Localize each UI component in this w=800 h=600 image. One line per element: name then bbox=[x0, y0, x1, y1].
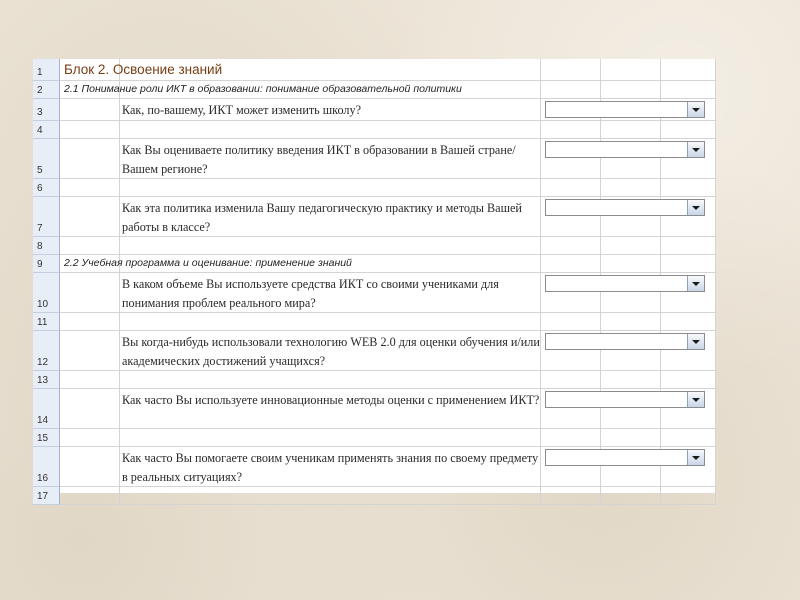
row-header[interactable]: 10 bbox=[33, 273, 60, 313]
cell[interactable] bbox=[120, 313, 541, 331]
section-heading: 2.2 Учебная программа и оценивание: применение знаний bbox=[64, 257, 352, 269]
chevron-down-icon[interactable] bbox=[687, 450, 704, 465]
sheet-row-17 bbox=[33, 487, 716, 505]
question-text: Как эта политика изменила Вашу педагогическую практику и методы Вашей работы в классе? bbox=[122, 201, 522, 234]
cell[interactable] bbox=[601, 179, 661, 197]
sheet-row-15 bbox=[33, 429, 716, 447]
cell[interactable] bbox=[661, 81, 716, 99]
cell[interactable] bbox=[541, 429, 601, 447]
row-header[interactable]: 12 bbox=[33, 331, 60, 371]
cell[interactable] bbox=[661, 255, 716, 273]
sheet-row-7 bbox=[33, 197, 716, 237]
row-header[interactable]: 5 bbox=[33, 139, 60, 179]
row-header[interactable]: 17 bbox=[33, 487, 60, 505]
block-title: Блок 2. Освоение знаний bbox=[64, 62, 223, 77]
chevron-down-icon[interactable] bbox=[687, 142, 704, 157]
sheet-row-4 bbox=[33, 121, 716, 139]
row-header[interactable]: 14 bbox=[33, 389, 60, 429]
row-header[interactable]: 15 bbox=[33, 429, 60, 447]
cell[interactable] bbox=[541, 371, 601, 389]
cell[interactable] bbox=[120, 121, 541, 139]
answer-dropdown[interactable] bbox=[545, 333, 705, 350]
cell[interactable] bbox=[661, 179, 716, 197]
sheet-row-11 bbox=[33, 313, 716, 331]
chevron-down-icon[interactable] bbox=[687, 276, 704, 291]
question-text: Как, по-вашему, ИКТ может изменить школу? bbox=[122, 103, 361, 117]
section-heading: 2.1 Понимание роли ИКТ в образовании: понимание образовательной политики bbox=[64, 83, 462, 95]
sheet-row-14 bbox=[33, 389, 716, 429]
cell[interactable] bbox=[601, 429, 661, 447]
row-header[interactable]: 7 bbox=[33, 197, 60, 237]
answer-dropdown[interactable] bbox=[545, 275, 705, 292]
chevron-down-icon[interactable] bbox=[687, 102, 704, 117]
cell[interactable] bbox=[661, 429, 716, 447]
cell[interactable] bbox=[60, 487, 120, 505]
sheet-row-2 bbox=[33, 81, 716, 99]
cell[interactable] bbox=[60, 121, 120, 139]
cell[interactable] bbox=[601, 313, 661, 331]
cell[interactable] bbox=[541, 59, 601, 81]
cell[interactable] bbox=[601, 255, 661, 273]
answer-dropdown[interactable] bbox=[545, 101, 705, 118]
row-header[interactable]: 16 bbox=[33, 447, 60, 487]
cell[interactable] bbox=[120, 487, 541, 505]
question-text: В каком объеме Вы используете средства ИКТ со своими учениками для понимания проблем реального мира? bbox=[122, 277, 499, 310]
cell[interactable] bbox=[60, 313, 120, 331]
question-text: Как Вы оцениваете политику введения ИКТ в образовании в Вашей стране/Вашем регионе? bbox=[122, 143, 516, 176]
question-text: Как часто Вы помогаете своим ученикам применять знания по своему предмету в реальных ситуациях? bbox=[122, 451, 539, 484]
cell[interactable] bbox=[60, 331, 120, 371]
cell[interactable] bbox=[541, 179, 601, 197]
cell[interactable] bbox=[541, 237, 601, 255]
cell[interactable] bbox=[120, 429, 541, 447]
row-header[interactable]: 3 bbox=[33, 99, 60, 121]
sheet-row-8 bbox=[33, 237, 716, 255]
cell[interactable] bbox=[120, 237, 541, 255]
sheet-row-16 bbox=[33, 447, 716, 487]
cell[interactable] bbox=[661, 59, 716, 81]
cell[interactable] bbox=[601, 371, 661, 389]
cell[interactable] bbox=[60, 139, 120, 179]
cell[interactable] bbox=[601, 121, 661, 139]
answer-dropdown[interactable] bbox=[545, 391, 705, 408]
cell[interactable] bbox=[601, 237, 661, 255]
row-header[interactable]: 4 bbox=[33, 121, 60, 139]
cell[interactable] bbox=[60, 179, 120, 197]
sheet-row-13 bbox=[33, 371, 716, 389]
cell[interactable] bbox=[120, 371, 541, 389]
question-text: Как часто Вы используете инновационные методы оценки с применением ИКТ? bbox=[122, 393, 540, 407]
cell[interactable] bbox=[60, 447, 120, 487]
row-header[interactable]: 8 bbox=[33, 237, 60, 255]
spreadsheet bbox=[33, 59, 716, 502]
chevron-down-icon[interactable] bbox=[687, 334, 704, 349]
sheet-row-3 bbox=[33, 99, 716, 121]
sheet-row-9 bbox=[33, 255, 716, 273]
sheet-row-12 bbox=[33, 331, 716, 371]
cell[interactable] bbox=[60, 429, 120, 447]
cell[interactable] bbox=[60, 273, 120, 313]
sheet-row-6 bbox=[33, 179, 716, 197]
cell[interactable] bbox=[60, 99, 120, 121]
row-header[interactable]: 1 bbox=[33, 59, 60, 81]
cell[interactable] bbox=[601, 487, 661, 505]
cell[interactable] bbox=[661, 121, 716, 139]
chevron-down-icon[interactable] bbox=[687, 200, 704, 215]
cell[interactable] bbox=[60, 237, 120, 255]
cell[interactable] bbox=[541, 121, 601, 139]
cell[interactable] bbox=[661, 313, 716, 331]
chevron-down-icon[interactable] bbox=[687, 392, 704, 407]
cell[interactable] bbox=[120, 179, 541, 197]
answer-dropdown[interactable] bbox=[545, 141, 705, 158]
answer-dropdown[interactable] bbox=[545, 449, 705, 466]
cell[interactable] bbox=[541, 81, 601, 99]
cell[interactable] bbox=[60, 371, 120, 389]
sheet-row-10 bbox=[33, 273, 716, 313]
cell[interactable] bbox=[601, 59, 661, 81]
cell[interactable] bbox=[541, 255, 601, 273]
answer-dropdown[interactable] bbox=[545, 199, 705, 216]
row-header[interactable]: 13 bbox=[33, 371, 60, 389]
row-header[interactable]: 6 bbox=[33, 179, 60, 197]
row-header[interactable]: 11 bbox=[33, 313, 60, 331]
cell[interactable] bbox=[661, 237, 716, 255]
cell[interactable] bbox=[661, 487, 716, 505]
cell[interactable] bbox=[601, 81, 661, 99]
cell[interactable] bbox=[661, 371, 716, 389]
cell[interactable] bbox=[60, 197, 120, 237]
cell[interactable] bbox=[541, 487, 601, 505]
sheet-row-5 bbox=[33, 139, 716, 179]
cell[interactable] bbox=[60, 389, 120, 429]
row-header[interactable]: 9 bbox=[33, 255, 60, 273]
sheet-row-1 bbox=[33, 59, 716, 81]
question-text: Вы когда-нибудь использовали технологию WEB 2.0 для оценки обучения и/или академических достижений учащихся? bbox=[122, 335, 540, 368]
cell[interactable] bbox=[541, 313, 601, 331]
row-header[interactable]: 2 bbox=[33, 81, 60, 99]
